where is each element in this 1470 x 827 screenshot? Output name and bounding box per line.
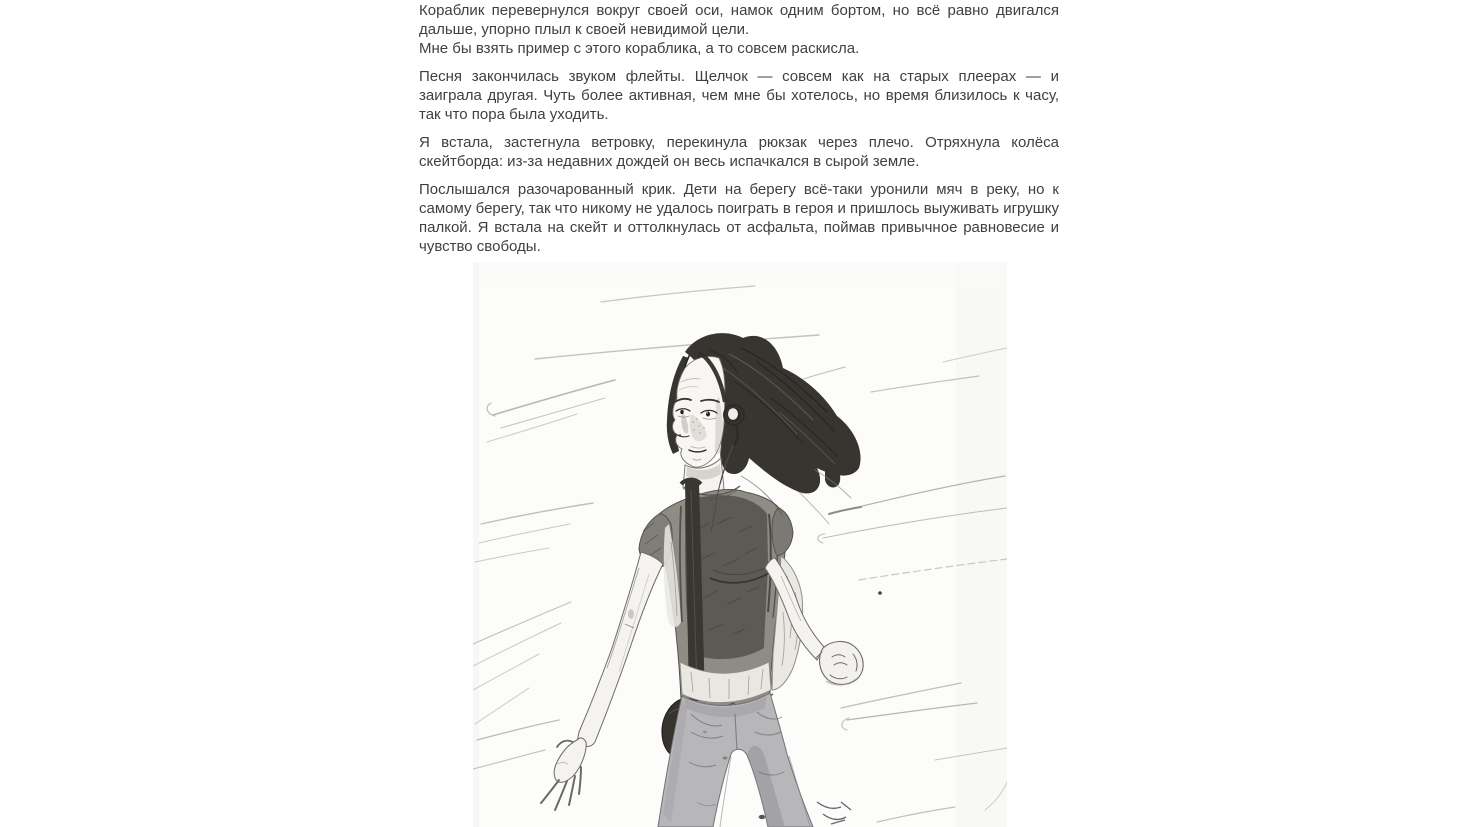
story-paragraph-1: Кораблик перевернулся вокруг своей оси, намок одним бортом, но всё равно двигался дальше, упорно плыл к своей невидимой цели. xyxy=(419,2,1059,38)
story-paragraph-5: Послышался разочарованный крик. Дети на берегу всё-таки уронили мяч в реку, но к самому берегу, так что никому не удалось поиграть в героя и пришлось выуживать игрушку палкой. Я встала на скейт и оттолкнулась от асфальта, поймав привычное равновесие и чувство свободы. xyxy=(419,181,1059,255)
story-paragraph-4: Я встала, застегнула ветровку, перекинула рюкзак через плечо. Отряхнула колёса скейтборда: из-за недавних дождей он весь испачкался в сырой земле. xyxy=(419,134,1059,170)
pencil-sketch-girl-illustration xyxy=(473,262,1007,827)
story-illustration xyxy=(473,262,1007,827)
story-paragraph-3: Песня закончилась звуком флейты. Щелчок — совсем как на старых плеерах — и заиграла другая. Чуть более активная, чем мне бы хотелось, но время близилось к часу, так что пора была уходить. xyxy=(419,68,1059,123)
story-paragraph-2: Мне бы взять пример с этого кораблика, а то совсем раскисла. xyxy=(419,40,860,57)
content-column xyxy=(419,1,1059,256)
